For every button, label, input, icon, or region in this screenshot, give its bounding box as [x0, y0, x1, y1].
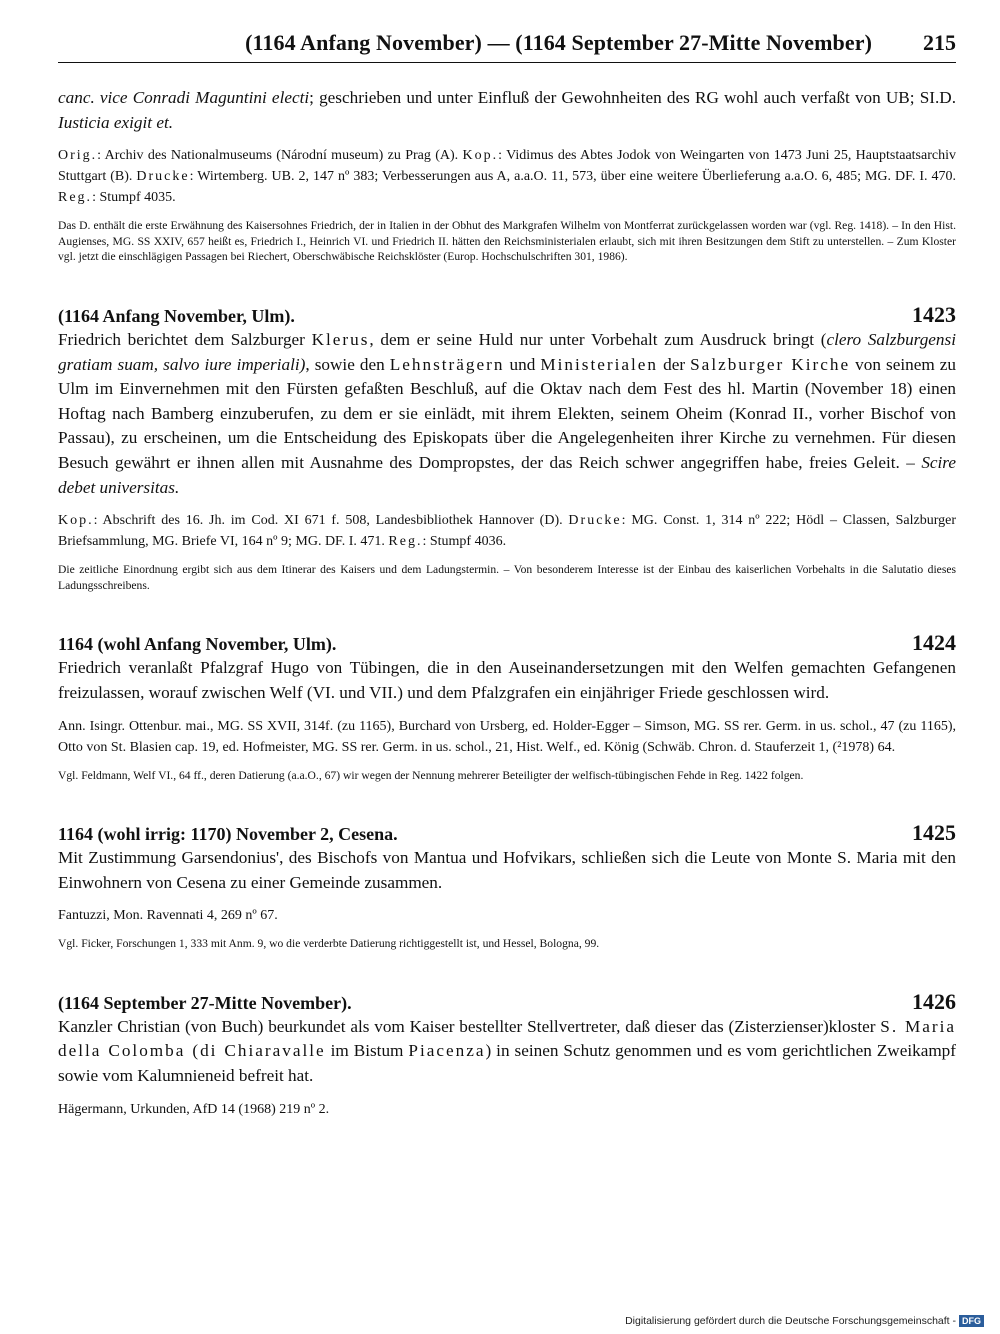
page-number: 215	[923, 30, 956, 55]
source-label: Reg.	[388, 534, 423, 550]
entry-1425	[58, 821, 956, 952]
commentary-note: Das D. enthält die erste Erwähnung des Kaisersohnes Friedrich, der in Italien in der Obhut des Markgrafen Wilhelm von Montferrat zurückgelassen worden war (vgl. Reg. 1418). – In den Hist. Augienses, MG. SS XXIV, 657 heißt es, Friedrich I., Heinrich VI. und Friedrich II. hätten den Reichsministerialen erlaubt, sich mit ihren Besitzungen dem Stift zu unterstellen. – Zum Kloster vgl. jetzt die einschlägigen Passagen bei Riechert, Oberschwäbische Reichsklöster (Europ. Hochschulschriften 301, 1986).	[58, 219, 956, 264]
sources: Fantuzzi, Mon. Ravennati 4, 269 nº 67.	[58, 908, 278, 924]
source-label: Drucke	[136, 169, 190, 185]
source-label: Kop.	[462, 148, 499, 164]
entry-heading	[58, 303, 956, 328]
text-segment: der	[658, 354, 691, 374]
entry-number: 1426	[912, 988, 956, 1014]
running-head	[58, 30, 956, 64]
regest-text	[58, 1015, 956, 1089]
header-rule	[58, 62, 956, 63]
entry-date-place: (1164 Anfang November, Ulm).	[58, 305, 295, 326]
entry-date-place: 1164 (wohl irrig: 1170) November 2, Cesena.	[58, 824, 398, 845]
entry-continuation	[58, 86, 956, 265]
source-text: : Archiv des Nationalmuseums (Národní museum) zu Prag (A).	[97, 148, 463, 164]
footer-text: Digitalisierung gefördert durch die Deutsche Forschungsgemeinschaft -	[625, 1315, 956, 1327]
entry-1424	[58, 631, 956, 783]
commentary-note: Die zeitliche Einordnung ergibt sich aus dem Itinerar des Kaisers und dem Ladungstermin. – Von besonderem Interesse ist der Einbau des kaiserlichen Vorbehalts in die Salutatio dieses Ladungsschreibens.	[58, 563, 956, 592]
source-text: : MG. Const. 1, 314 nº 222; Hödl – Classen, Salzburger Briefsammlung, MG. Briefe VI, 164 nº 9; MG. DF. I. 471.	[58, 513, 956, 550]
source-label: Drucke	[568, 513, 622, 529]
regest-text	[58, 328, 956, 500]
text-segment: Kanzler Christian (von Buch) beurkundet als vom Kaiser bestellter Stellvertreter, daß dieser das (Zisterzienser)kloster	[58, 1016, 881, 1036]
source-label: Kop.	[58, 513, 94, 529]
funding-footer	[625, 1315, 984, 1327]
entry-date-place: 1164 (wohl Anfang November, Ulm).	[58, 634, 337, 655]
spaced-term: Lehnsträgern	[389, 354, 505, 374]
regest-text: Mit Zustimmung Garsendonius', des Bischofs von Mantua und Hofvikars, schließen sich die Leute von Monte S. Maria mit den Einwohnern von Cesena zu einer Gemeinde zusammen.	[58, 848, 956, 892]
entry-1423	[58, 303, 956, 593]
source-text: : Stumpf 4036.	[422, 534, 507, 550]
source-label: Reg.	[58, 190, 93, 206]
italic-text: canc. vice Conradi Maguntini electi	[58, 88, 310, 107]
regest-text: Friedrich veranlaßt Pfalzgraf Hugo von Tübingen, die in den Auseinandersetzungen mit den Welfen gemachten Gefangenen freizulassen, worauf zwischen Welf (VI. und VII.) und dem Pfalzgrafen ein einjähriger Friede geschlossen wird.	[58, 658, 956, 702]
source-label: Orig.	[58, 148, 98, 164]
sources	[58, 145, 956, 208]
source-text: : Wirtemberg. UB. 2, 147 nº 383; Verbesserungen aus A, a.a.O. 11, 573, über eine weitere Überlieferung a.a.O. 6, 485; MG. DF. I. 470.	[189, 169, 956, 185]
sources	[58, 510, 956, 552]
entry-number: 1424	[912, 630, 956, 656]
spaced-term: Ministerialen	[540, 354, 659, 374]
sources: Hägermann, Urkunden, AfD 14 (1968) 219 nº 2.	[58, 1101, 330, 1117]
commentary-note: Vgl. Ficker, Forschungen 1, 333 mit Anm. 9, wo die verderbte Datierung richtiggestellt ist, und Hessel, Bologna, 99.	[58, 937, 600, 951]
content	[58, 86, 956, 1120]
text-segment: im Bistum	[325, 1041, 409, 1061]
commentary-note: Vgl. Feldmann, Welf VI., 64 ff., deren Datierung (a.a.O., 67) wir wegen der Nennung mehrerer Beteiligter der welfisch-tübingischen Fehde in Reg. 1422 folgen.	[58, 768, 804, 782]
source-text: : Stumpf 4035.	[92, 190, 176, 206]
dfg-logo: DFG	[959, 1315, 984, 1327]
spaced-term: Klerus	[311, 329, 370, 349]
sources: Ann. Isingr. Ottenbur. mai., MG. SS XVII, 314f. (zu 1165), Burchard von Ursberg, ed. Holder-Egger – Simson, MG. SS rer. Germ. in us. schol., 47 (zu 1165), Otto von St. Blasien cap. 19, ed. Hofmeister, MG. SS rer. Germ. in us. schol., 21, Hist. Welf., ed. König (Schwäb. Chron. d. Stauferzeit 1, (²1978) 64.	[58, 718, 956, 755]
text-segment: und	[504, 354, 541, 374]
text-segment: ; geschrieben und unter Einfluß der Gewohnheiten des RG wohl auch verfaßt von UB; SI.D.	[309, 88, 956, 107]
italic-text: clero Salzburgensi gratiam suam, salvo iure imperiali)	[58, 329, 956, 374]
source-text: : Vidimus des Abtes Jodok von Weingarten von 1473 Juni 25, Hauptstaatsarchiv Stuttgart (B).	[58, 148, 956, 185]
text-segment: , dem er seine Huld nur unter Vorbehalt zum Ausdruck bringt (	[369, 329, 827, 349]
entry-heading	[58, 631, 956, 656]
text-segment: , sowie den	[305, 354, 390, 374]
running-title: (1164 Anfang November) — (1164 September 27-Mitte November)	[245, 30, 872, 55]
entry-heading	[58, 821, 956, 846]
source-text: : Abschrift des 16. Jh. im Cod. XI 671 f. 508, Landesbibliothek Hannover (D).	[93, 513, 569, 529]
text-segment: ) in seinen Schutz genommen und es vom gerichtlichen Zweikampf sowie vom Kalumnieneid befreit hat.	[58, 1041, 957, 1086]
text-segment: Friedrich berichtet dem Salzburger	[58, 329, 312, 349]
entry-number: 1425	[912, 820, 956, 846]
spaced-term: S. Maria della Colomba (di Chiaravalle	[58, 1016, 956, 1061]
entry-1426	[58, 990, 956, 1120]
entry-number: 1423	[912, 301, 956, 327]
spaced-term: Salzburger Kirche	[690, 354, 851, 374]
spaced-term: Piacenza	[408, 1041, 486, 1061]
italic-text: Scire debet universitas.	[58, 452, 956, 497]
italic-text: Iusticia exigit et.	[58, 112, 174, 132]
continuation-text	[58, 86, 956, 135]
text-segment: von seinem zu Ulm im Einvernehmen mit den Fürsten gefaßten Beschluß, auf die Oktav nach dem Fest des hl. Martin (November 18) einen Hoftag nach Bamberg einzuberufen, zu dem er sie einlädt, mit ihrem Elekten, seinem Oheim (Konrad II., vorher Bischof von Passau), zu erscheinen, um die Entscheidung des Episkopats über die Angelegenheiten ihrer Kirche zu vernehmen. Für diesen Besuch gewährt er ihnen allen mit Ausnahme des Dompropstes, der das Reich schwer angegriffen habe, freies Geleit. –	[58, 354, 956, 472]
entry-heading	[58, 990, 956, 1015]
entry-date-place: (1164 September 27-Mitte November).	[58, 992, 352, 1013]
